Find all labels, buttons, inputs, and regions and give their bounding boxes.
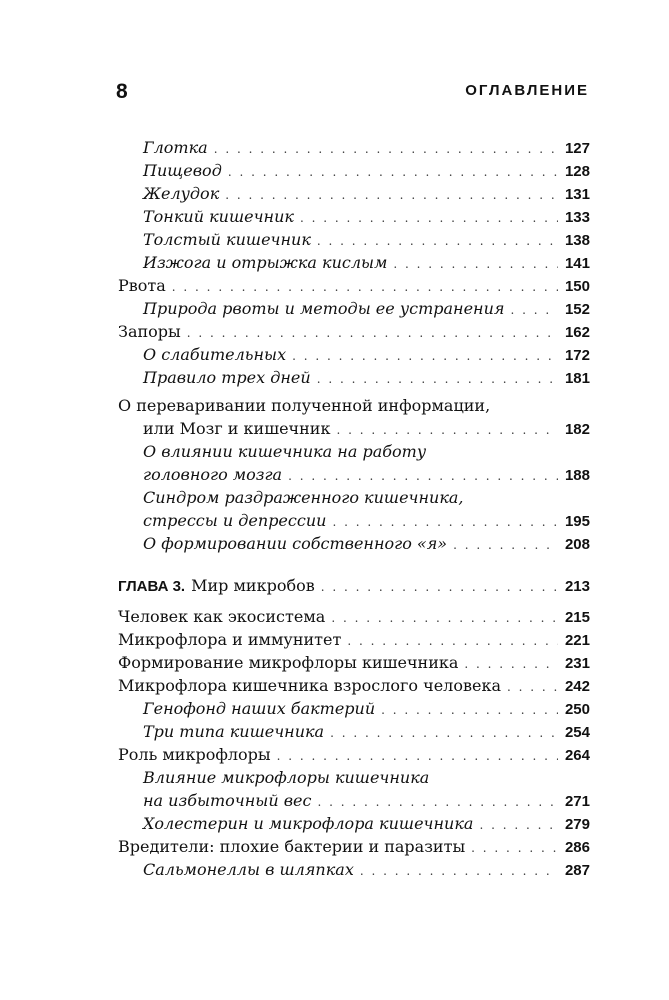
leader-dots	[453, 534, 558, 557]
toc-entry-title: Формирование микрофлоры кишечника	[118, 653, 459, 672]
leader-dots	[225, 184, 558, 207]
toc-entry[interactable]	[118, 697, 590, 720]
toc-entry[interactable]	[118, 205, 590, 228]
chapter-title	[118, 574, 315, 598]
toc-entry[interactable]	[118, 651, 590, 674]
leader-dots	[292, 345, 558, 368]
toc-entry-title: Микрофлора кишечника взрослого человека	[118, 676, 501, 695]
leader-dots	[228, 161, 558, 184]
leader-dots	[347, 630, 558, 653]
leader-dots	[317, 230, 558, 253]
toc-entry[interactable]	[118, 251, 590, 274]
toc-entry-page: 141	[564, 255, 590, 272]
toc-entry-page: 271	[564, 793, 590, 810]
toc-entry-line1[interactable]	[118, 486, 590, 509]
toc-entry-title-cont: на избыточный вес	[143, 791, 312, 810]
toc-entry-title: Рвота	[118, 276, 166, 295]
toc-entry[interactable]	[118, 720, 590, 743]
toc-entry-title: Желудок	[143, 184, 220, 203]
toc-entry-title: Толстый кишечник	[143, 230, 311, 249]
leader-dots	[321, 576, 558, 599]
toc-entry-title: Влияние микрофлоры кишечника	[143, 768, 430, 787]
leader-dots	[332, 511, 558, 534]
toc-entry-title: Человек как экосистема	[118, 607, 326, 626]
toc-entry-page: 208	[564, 536, 590, 553]
leader-dots	[288, 465, 558, 488]
toc-entry[interactable]	[118, 858, 590, 881]
toc-entry[interactable]	[118, 182, 590, 205]
toc-entry-page: 264	[564, 747, 590, 764]
toc-entry[interactable]	[118, 674, 590, 697]
toc-entry[interactable]	[118, 812, 590, 835]
toc-entry-line1[interactable]	[118, 394, 590, 417]
toc-entry[interactable]	[118, 343, 590, 366]
chapter-entry[interactable]	[118, 574, 590, 597]
toc-entry-page: 182	[564, 421, 590, 438]
toc-entry[interactable]	[118, 509, 590, 532]
leader-dots	[381, 699, 558, 722]
toc-entry[interactable]	[118, 228, 590, 251]
toc-entry-title: Микрофлора и иммунитет	[118, 630, 342, 649]
page-number: 8	[116, 80, 129, 103]
leader-dots	[300, 207, 558, 230]
toc-entry[interactable]	[118, 417, 590, 440]
toc-entry-title: Запоры	[118, 322, 181, 341]
leader-dots	[317, 368, 558, 391]
leader-dots	[479, 814, 558, 837]
toc-entry-page: 172	[564, 347, 590, 364]
toc-entry-page: 127	[564, 140, 590, 157]
toc-entry-page: 286	[564, 839, 590, 856]
leader-dots	[187, 322, 558, 345]
leader-dots	[507, 676, 558, 699]
leader-dots	[317, 791, 558, 814]
toc-entry[interactable]	[118, 297, 590, 320]
toc-entry-page: 250	[564, 701, 590, 718]
toc-entry-title: Сальмонеллы в шляпках	[143, 860, 354, 879]
leader-dots	[277, 745, 558, 768]
toc-entry[interactable]	[118, 136, 590, 159]
toc-entry-page: 150	[564, 278, 590, 295]
toc-entry[interactable]	[118, 463, 590, 486]
toc-entry-title: Генофонд наших бактерий	[143, 699, 376, 718]
toc-entry-title: Изжога и отрыжка кислым	[143, 253, 388, 272]
toc-entry[interactable]	[118, 605, 590, 628]
toc-entry[interactable]	[118, 628, 590, 651]
toc-entry-title: Роль микрофлоры	[118, 745, 271, 764]
leader-dots	[393, 253, 558, 276]
toc-entry[interactable]	[118, 532, 590, 555]
toc-entry-page: 231	[564, 655, 590, 672]
toc-entry-title: Синдром раздраженного кишечника,	[143, 488, 464, 507]
toc-entry-page: 188	[564, 467, 590, 484]
toc-entry-page: 131	[564, 186, 590, 203]
chapter-name: Мир микробов	[191, 576, 315, 595]
leader-dots	[510, 299, 558, 322]
toc-entry-page: 213	[564, 578, 590, 595]
toc-entry-title-cont: или Мозг и кишечник	[143, 419, 331, 438]
toc-entry[interactable]	[118, 743, 590, 766]
toc-entry-title: О переваривании полученной информации,	[118, 396, 491, 415]
toc-entry-line1[interactable]	[118, 440, 590, 463]
toc-entry-title: Правило трех дней	[143, 368, 311, 387]
leader-dots	[336, 419, 558, 442]
running-header-title: ОГЛАВЛЕНИЕ	[465, 82, 589, 99]
toc-entry[interactable]	[118, 789, 590, 812]
toc-entry-title: Природа рвоты и методы ее устранения	[143, 299, 505, 318]
leader-dots	[330, 722, 558, 745]
table-of-contents	[118, 136, 590, 881]
leader-dots	[172, 276, 558, 299]
toc-entry-title: Три типа кишечника	[143, 722, 325, 741]
toc-entry[interactable]	[118, 320, 590, 343]
toc-entry-page: 221	[564, 632, 590, 649]
toc-entry-title: Глотка	[143, 138, 208, 157]
toc-entry[interactable]	[118, 159, 590, 182]
toc-entry-title: О формировании собственного «я»	[143, 534, 448, 553]
toc-entry-title-cont: головного мозга	[143, 465, 283, 484]
toc-entry-page: 254	[564, 724, 590, 741]
toc-entry[interactable]	[118, 366, 590, 389]
toc-entry-title-cont: стрессы и депрессии	[143, 511, 327, 530]
toc-entry-title: О влиянии кишечника на работу	[143, 442, 427, 461]
toc-entry-page: 162	[564, 324, 590, 341]
toc-entry-title: Холестерин и микрофлора кишечника	[143, 814, 474, 833]
toc-entry-page: 152	[564, 301, 590, 318]
leader-dots	[464, 653, 558, 676]
toc-entry-page: 287	[564, 862, 590, 879]
toc-entry-page: 215	[564, 609, 590, 626]
toc-entry-line1[interactable]	[118, 766, 590, 789]
toc-entry-page: 181	[564, 370, 590, 387]
toc-entry-title: Тонкий кишечник	[143, 207, 294, 226]
toc-entry[interactable]	[118, 274, 590, 297]
leader-dots	[331, 607, 558, 630]
toc-entry-title: О слабительных	[143, 345, 287, 364]
chapter-label: ГЛАВА 3.	[118, 578, 186, 595]
toc-entry-title: Вредители: плохие бактерии и паразиты	[118, 837, 466, 856]
leader-dots	[471, 837, 558, 860]
toc-entry[interactable]	[118, 835, 590, 858]
leader-dots	[360, 860, 558, 883]
toc-entry-page: 138	[564, 232, 590, 249]
toc-entry-page: 133	[564, 209, 590, 226]
toc-entry-page: 128	[564, 163, 590, 180]
toc-entry-page: 279	[564, 816, 590, 833]
toc-entry-page: 195	[564, 513, 590, 530]
toc-entry-page: 242	[564, 678, 590, 695]
toc-entry-title: Пищевод	[143, 161, 222, 180]
leader-dots	[214, 138, 558, 161]
